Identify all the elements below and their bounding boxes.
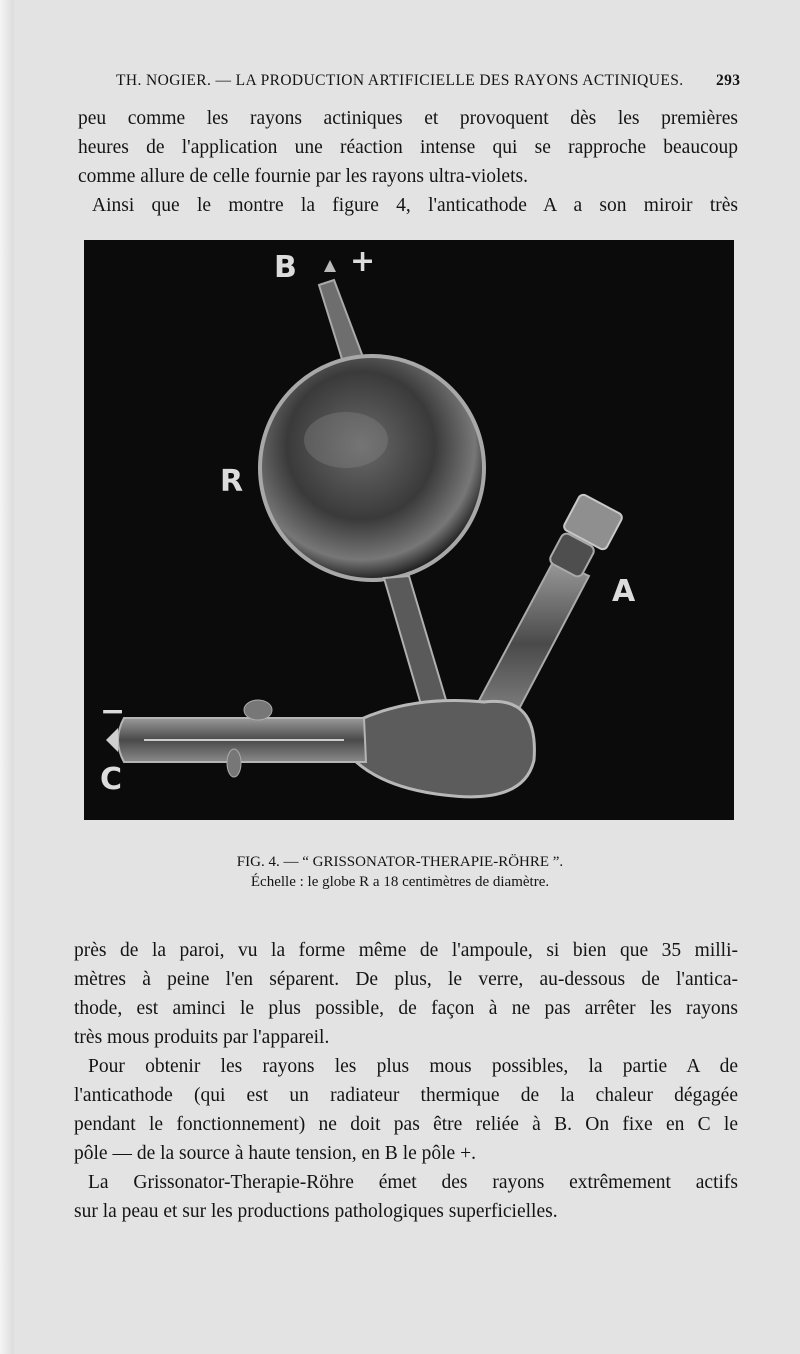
label-plus: + [350, 244, 376, 279]
page-number: 293 [716, 72, 741, 89]
text-line: Pour obtenir les rayons les plus mous possibles, la partie A de [88, 1056, 738, 1077]
label-a: A [612, 574, 636, 609]
running-header [116, 72, 756, 90]
text-line: pendant le fonctionnement) ne doit pas être reliée à B. On fixe en C le [74, 1114, 738, 1135]
paragraph-top [78, 104, 738, 220]
running-title: TH. NOGIER. — LA PRODUCTION ARTIFICIELLE DES RAYONS ACTINIQUES. [116, 72, 684, 89]
text-line: La Grissonator-Therapie-Röhre émet des rayons extrêmement actifs [88, 1172, 738, 1193]
tube-illustration [84, 240, 734, 820]
paragraph-2 [74, 1052, 738, 1168]
text-line: près de la paroi, vu la forme même de l'ampoule, si bien que 35 milli- [74, 940, 738, 961]
text-line: thode, est aminci le plus possible, de façon à ne pas arrêter les rayons [74, 998, 738, 1019]
text-line: peu comme les rayons actiniques et provoquent dès les premières [78, 108, 738, 129]
text-line: comme allure de celle fournie par les rayons ultra-violets. [78, 166, 528, 187]
paragraph-3 [74, 1168, 738, 1226]
label-minus: − [100, 694, 126, 729]
text-line: Ainsi que le montre la figure 4, l'anticathode A a son miroir très [92, 195, 738, 216]
figure-photograph [84, 240, 734, 820]
page-gutter [0, 0, 14, 1354]
text-line: pôle — de la source à haute tension, en B le pôle +. [74, 1143, 476, 1164]
figure-caption-scale: Échelle : le globe R a 18 centimètres de diamètre. [250, 874, 550, 890]
figure-caption-title: FIG. 4. — “ GRISSONATOR-THERAPIE-RÖHRE ”. [236, 854, 564, 870]
paragraph-bottom [74, 936, 738, 1052]
text-line: mètres à peine l'en séparent. De plus, le verre, au-dessous de l'antica- [74, 969, 738, 990]
text-line: sur la peau et sur les productions pathologiques superficielles. [74, 1201, 558, 1222]
text-line: heures de l'application une réaction intense qui se rapproche beaucoup [78, 137, 738, 158]
label-r: R [220, 464, 244, 499]
text-line: très mous produits par l'appareil. [74, 1027, 330, 1048]
label-c: C [100, 762, 123, 797]
text-line: l'anticathode (qui est un radiateur thermique de la chaleur dégagée [74, 1085, 738, 1106]
label-b: B [274, 250, 297, 285]
